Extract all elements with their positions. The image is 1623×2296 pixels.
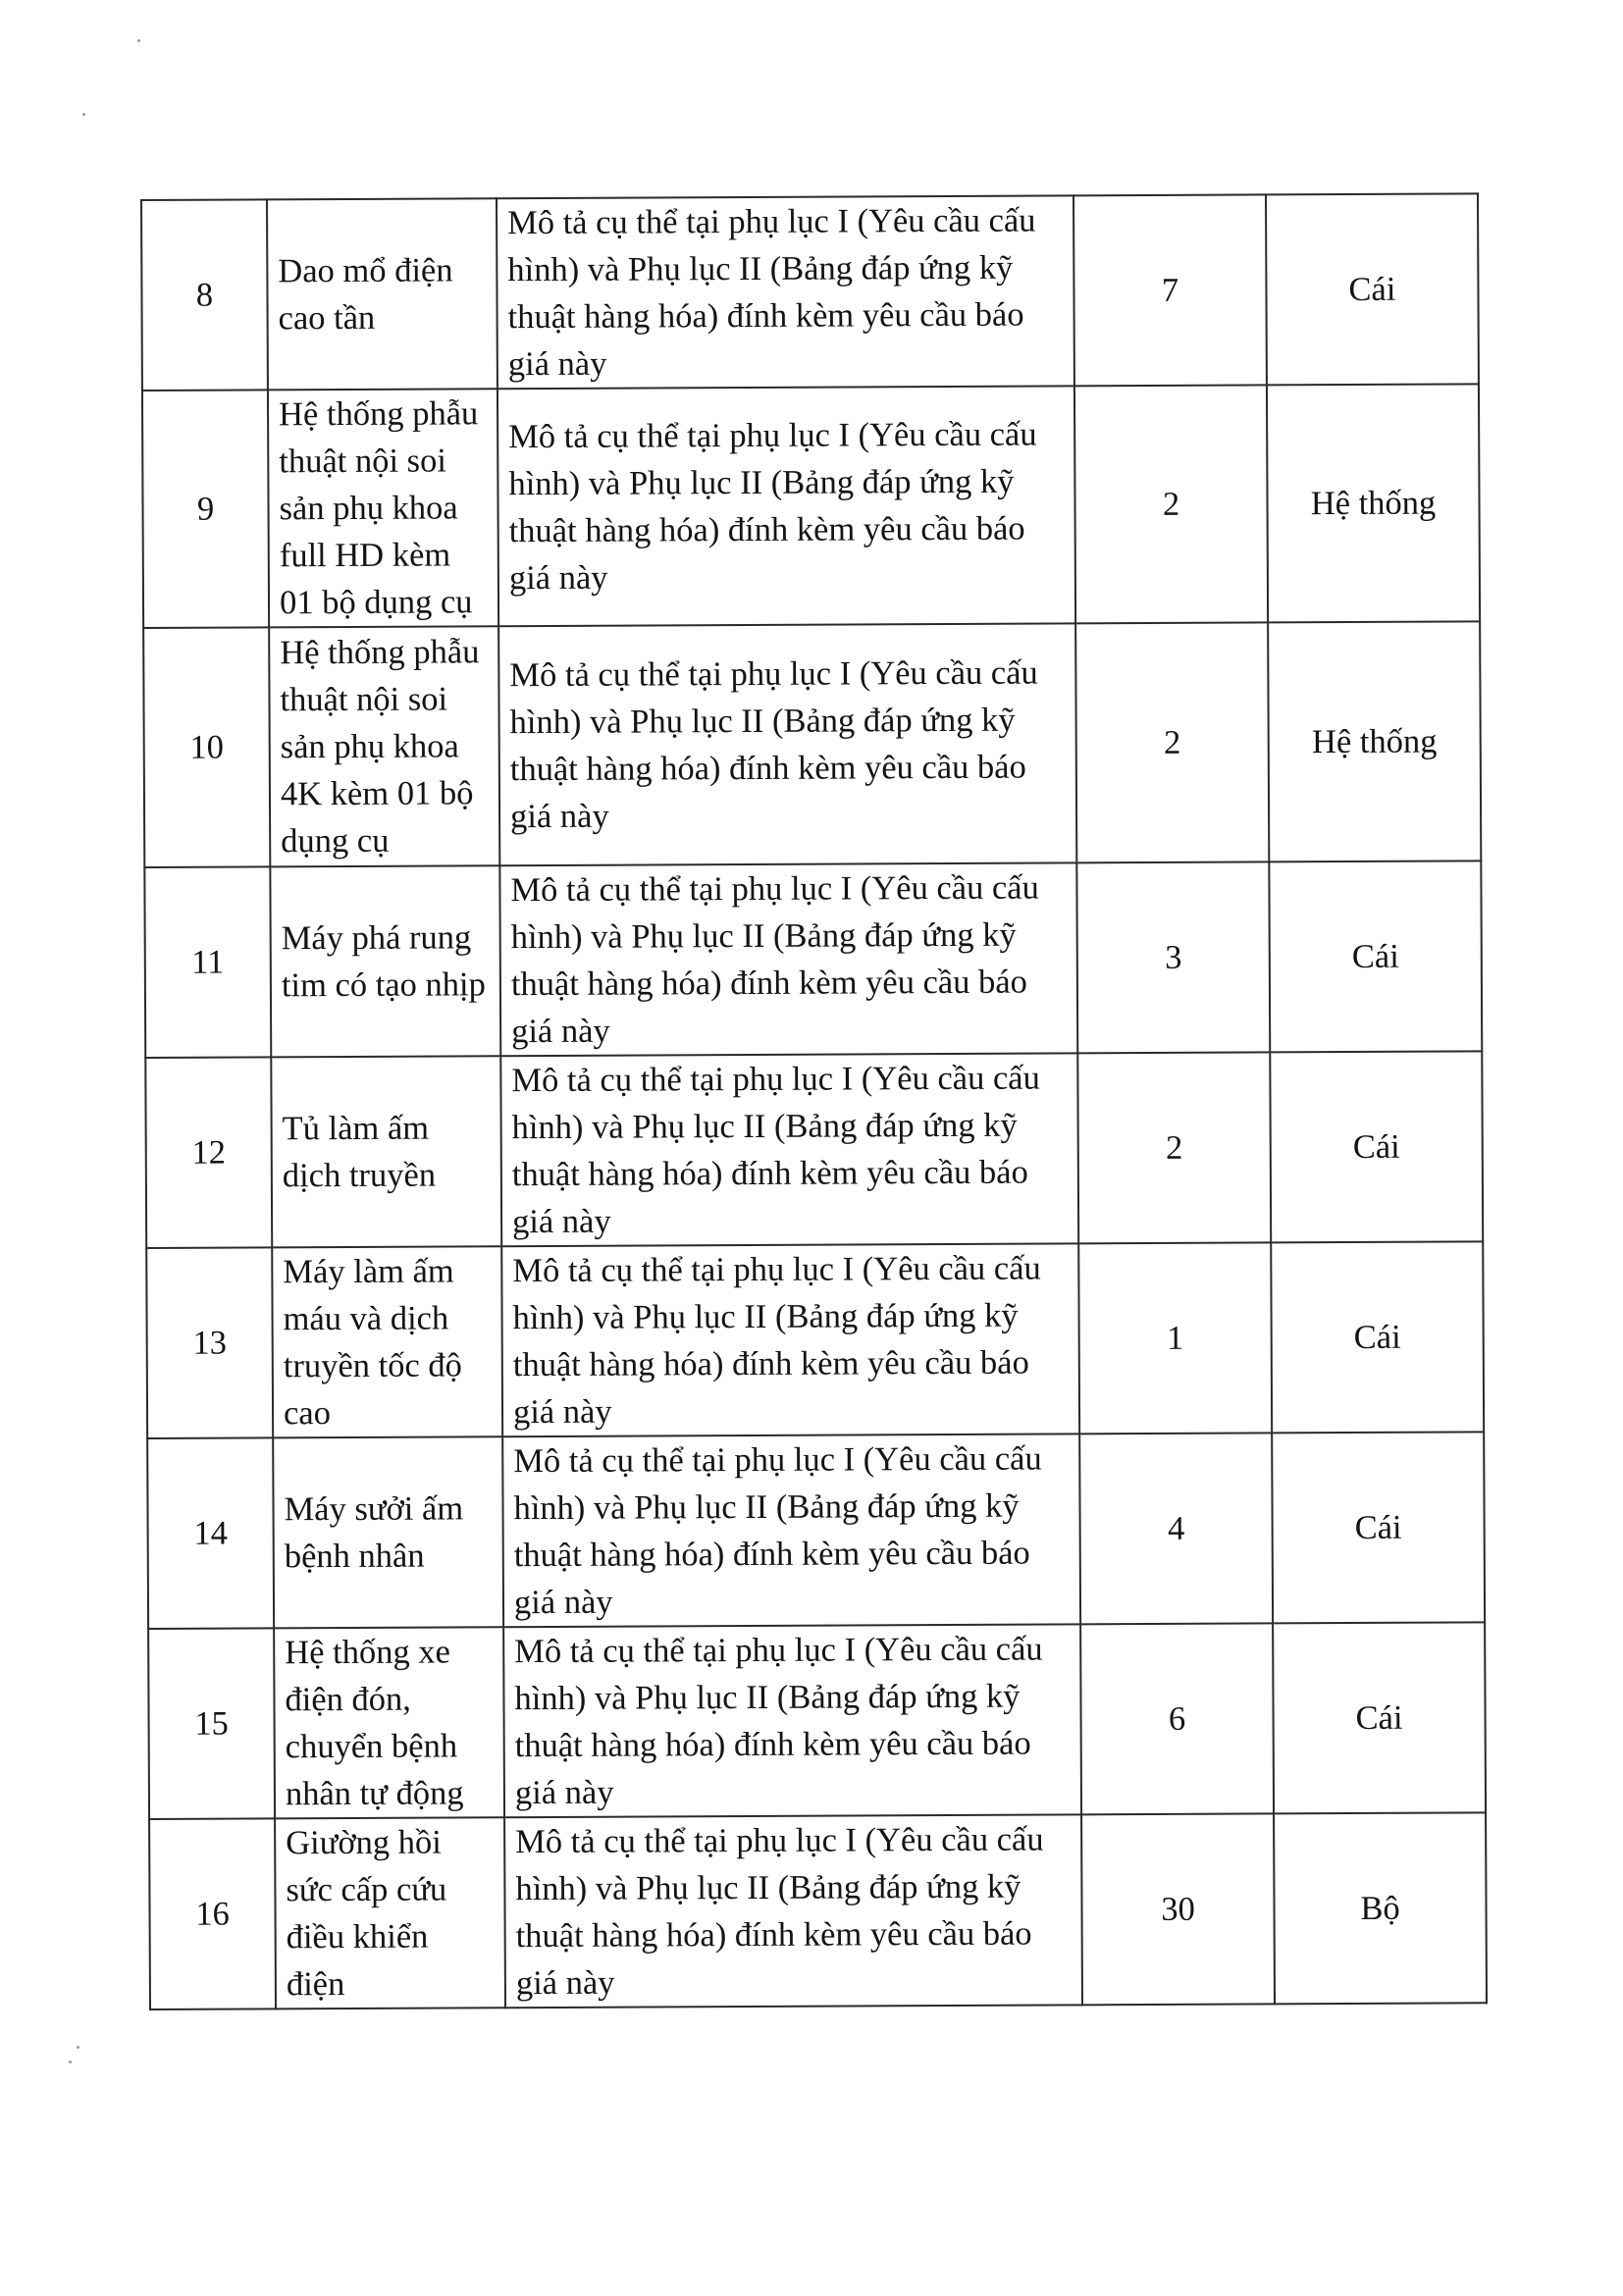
- scan-speck: [69, 2061, 72, 2063]
- item-name: Máy phá rung tim có tạo nhịp: [270, 865, 500, 1057]
- item-quantity: 7: [1073, 194, 1267, 386]
- table-row: [149, 1812, 1487, 2009]
- item-unit: Cái: [1270, 1051, 1483, 1242]
- item-quantity: 30: [1081, 1813, 1275, 2005]
- equipment-table: [140, 192, 1488, 2010]
- item-quantity: 2: [1077, 1052, 1271, 1243]
- item-quantity: 1: [1078, 1242, 1272, 1434]
- item-unit: Cái: [1273, 1622, 1486, 1813]
- item-name: Hệ thống xe điện đón, chuyển bệnh nhân tự động: [274, 1627, 504, 1818]
- table-row: [146, 1241, 1484, 1438]
- item-description: Mô tả cụ thể tại phụ lục I (Yêu cầu cấu hình) và Phụ lục II (Bảng đáp ứng kỹ thuật hàng hóa) đính kèm yêu cầu báo giá này: [499, 862, 1077, 1056]
- item-description: Mô tả cụ thể tại phụ lục I (Yêu cầu cấu hình) và Phụ lục II (Bảng đáp ứng kỹ thuật hàng hóa) đính kèm yêu cầu báo giá này: [497, 386, 1075, 626]
- item-unit: Cái: [1271, 1241, 1484, 1433]
- table-row: [142, 384, 1480, 628]
- item-unit: Cái: [1266, 193, 1479, 385]
- row-number: 11: [144, 866, 271, 1058]
- row-number: 14: [147, 1437, 274, 1629]
- row-number: 8: [141, 199, 268, 391]
- row-number: 9: [142, 390, 269, 628]
- table-row: [144, 861, 1482, 1058]
- item-quantity: 6: [1080, 1623, 1274, 1814]
- item-name: Dao mổ điện cao tần: [267, 198, 497, 390]
- item-name: Hệ thống phẫu thuật nội soi sản phụ khoa full HD kèm 01 bộ dụng cụ: [268, 389, 498, 627]
- item-description: Mô tả cụ thể tại phụ lục I (Yêu cầu cấu hình) và Phụ lục II (Bảng đáp ứng kỹ thuật hàng hóa) đính kèm yêu cầu báo giá này: [498, 623, 1076, 865]
- item-quantity: 2: [1075, 622, 1269, 862]
- table-row: [141, 193, 1479, 391]
- item-name: Tủ làm ấm dịch truyền: [271, 1056, 501, 1247]
- item-unit: Cái: [1269, 861, 1482, 1052]
- scan-speck: [82, 113, 85, 116]
- item-name: Giường hồi sức cấp cứu điều khiển điện: [275, 1817, 505, 2009]
- row-number: 13: [146, 1247, 273, 1438]
- item-description: Mô tả cụ thể tại phụ lục I (Yêu cầu cấu hình) và Phụ lục II (Bảng đáp ứng kỹ thuật hàng hóa) đính kèm yêu cầu báo giá này: [504, 1814, 1082, 2008]
- item-name: Máy sưởi ấm bệnh nhân: [273, 1436, 503, 1628]
- table-row: [143, 621, 1481, 867]
- item-quantity: 2: [1074, 385, 1268, 623]
- item-description: Mô tả cụ thể tại phụ lục I (Yêu cầu cấu hình) và Phụ lục II (Bảng đáp ứng kỹ thuật hàng hóa) đính kèm yêu cầu báo giá này: [501, 1243, 1079, 1436]
- item-description: Mô tả cụ thể tại phụ lục I (Yêu cầu cấu hình) và Phụ lục II (Bảng đáp ứng kỹ thuật hàng hóa) đính kèm yêu cầu báo giá này: [500, 1053, 1078, 1246]
- item-unit: Cái: [1272, 1432, 1485, 1623]
- table-row: [145, 1051, 1483, 1248]
- item-name: Hệ thống phẫu thuật nội soi sản phụ khoa 4K kèm 01 bộ dụng cụ: [269, 626, 499, 866]
- item-unit: Bộ: [1274, 1812, 1487, 2004]
- scan-speck: [137, 39, 140, 42]
- row-number: 15: [148, 1628, 275, 1819]
- row-number: 16: [149, 1818, 276, 2009]
- table-row: [148, 1622, 1486, 1819]
- scan-speck: [77, 2046, 79, 2049]
- item-quantity: 4: [1079, 1433, 1273, 1624]
- item-description: Mô tả cụ thể tại phụ lục I (Yêu cầu cấu hình) và Phụ lục II (Bảng đáp ứng kỹ thuật hàng hóa) đính kèm yêu cầu báo giá này: [502, 1434, 1080, 1627]
- row-number: 10: [143, 627, 270, 867]
- item-quantity: 3: [1076, 861, 1270, 1053]
- item-unit: Hệ thống: [1268, 621, 1481, 861]
- item-unit: Hệ thống: [1267, 384, 1480, 622]
- item-description: Mô tả cụ thể tại phụ lục I (Yêu cầu cấu hình) và Phụ lục II (Bảng đáp ứng kỹ thuật hàng hóa) đính kèm yêu cầu báo giá này: [503, 1624, 1081, 1817]
- row-number: 12: [145, 1057, 272, 1248]
- table-row: [147, 1432, 1485, 1629]
- item-description: Mô tả cụ thể tại phụ lục I (Yêu cầu cấu hình) và Phụ lục II (Bảng đáp ứng kỹ thuật hàng hóa) đính kèm yêu cầu báo giá này: [497, 195, 1074, 389]
- item-name: Máy làm ấm máu và dịch truyền tốc độ cao: [272, 1246, 502, 1437]
